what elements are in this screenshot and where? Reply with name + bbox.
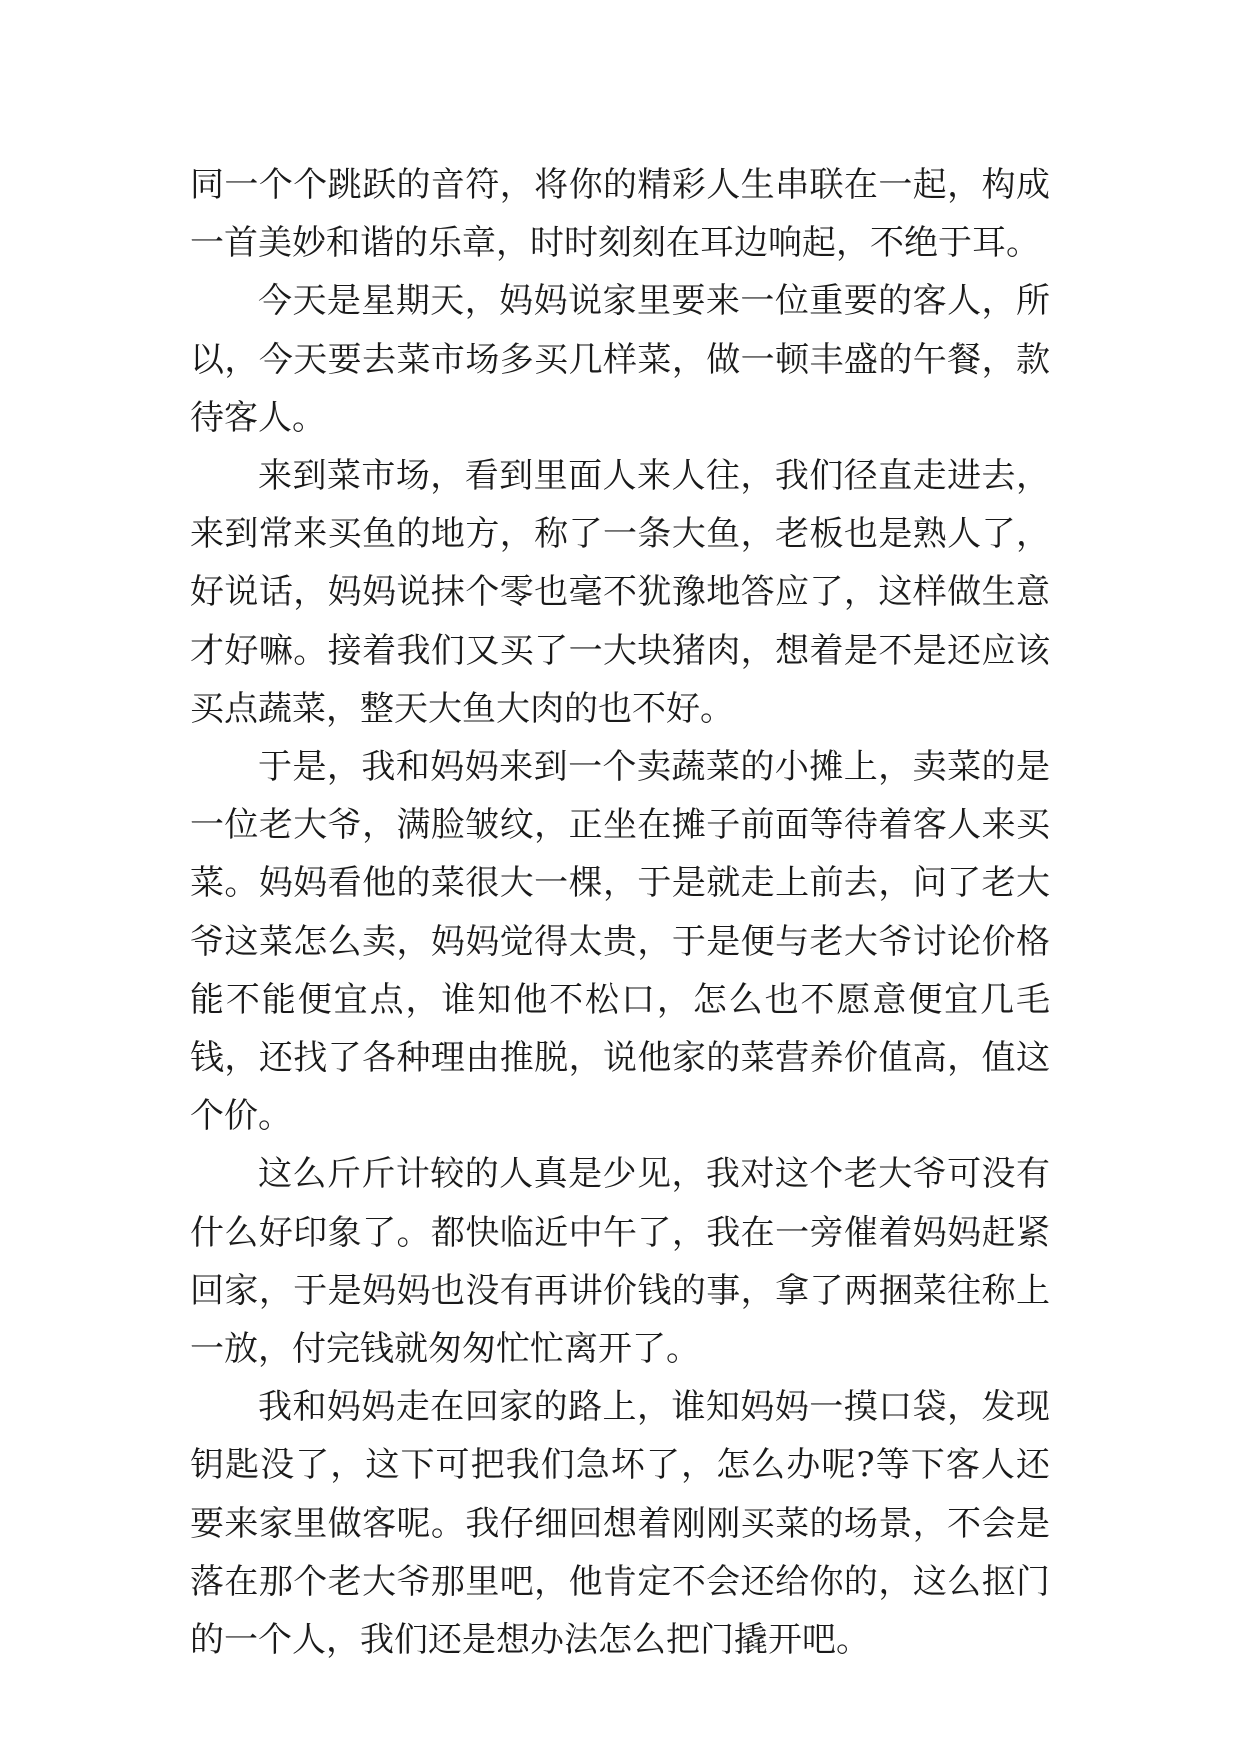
paragraph-1: 同一个个跳跃的音符，将你的精彩人生串联在一起，构成一首美妙和谐的乐章，时时刻刻在耳边响起，不绝于耳。	[190, 165, 1050, 264]
paragraph-5: 这么斤斤计较的人真是少见，我对这个老大爷可没有什么好印象了。都快临近中午了，我在一旁催着妈妈赶紧回家，于是妈妈也没有再讲价钱的事，拿了两捆菜往称上一放，付完钱就匆匆忙忙离开了。	[190, 1154, 1050, 1370]
paragraph-3: 来到菜市场，看到里面人来人往，我们径直走进去，来到常来买鱼的地方，称了一条大鱼，老板也是熟人了，好说话，妈妈说抹个零也毫不犹豫地答应了，这样做生意才好嘛。接着我们又买了一大块猪肉，想着是不是还应该买点蔬菜，整天大鱼大肉的也不好。	[190, 456, 1050, 729]
paragraph-4: 于是，我和妈妈来到一个卖蔬菜的小摊上，卖菜的是一位老大爷，满脸皱纹，正坐在摊子前面等待着客人来买菜。妈妈看他的菜很大一棵，于是就走上前去，问了老大爷这菜怎么卖，妈妈觉得太贵，于是便与老大爷讨论价格能不能便宜点，谁知他不松口，怎么也不愿意便宜几毛钱，还找了各种理由推脱，说他家的菜营养价值高，值这个价。	[190, 747, 1050, 1137]
article-body	[190, 156, 1050, 1669]
paragraph-2: 今天是星期天，妈妈说家里要来一位重要的客人，所以，今天要去菜市场多买几样菜，做一顿丰盛的午餐，款待客人。	[190, 281, 1050, 438]
paragraph-6: 我和妈妈走在回家的路上，谁知妈妈一摸口袋，发现钥匙没了，这下可把我们急坏了，怎么办呢?等下客人还要来家里做客呢。我仔细回想着刚刚买菜的场景，不会是落在那个老大爷那里吧，他肯定不会还给你的，这么抠门的一个人，我们还是想办法怎么把门撬开吧。	[190, 1387, 1050, 1661]
